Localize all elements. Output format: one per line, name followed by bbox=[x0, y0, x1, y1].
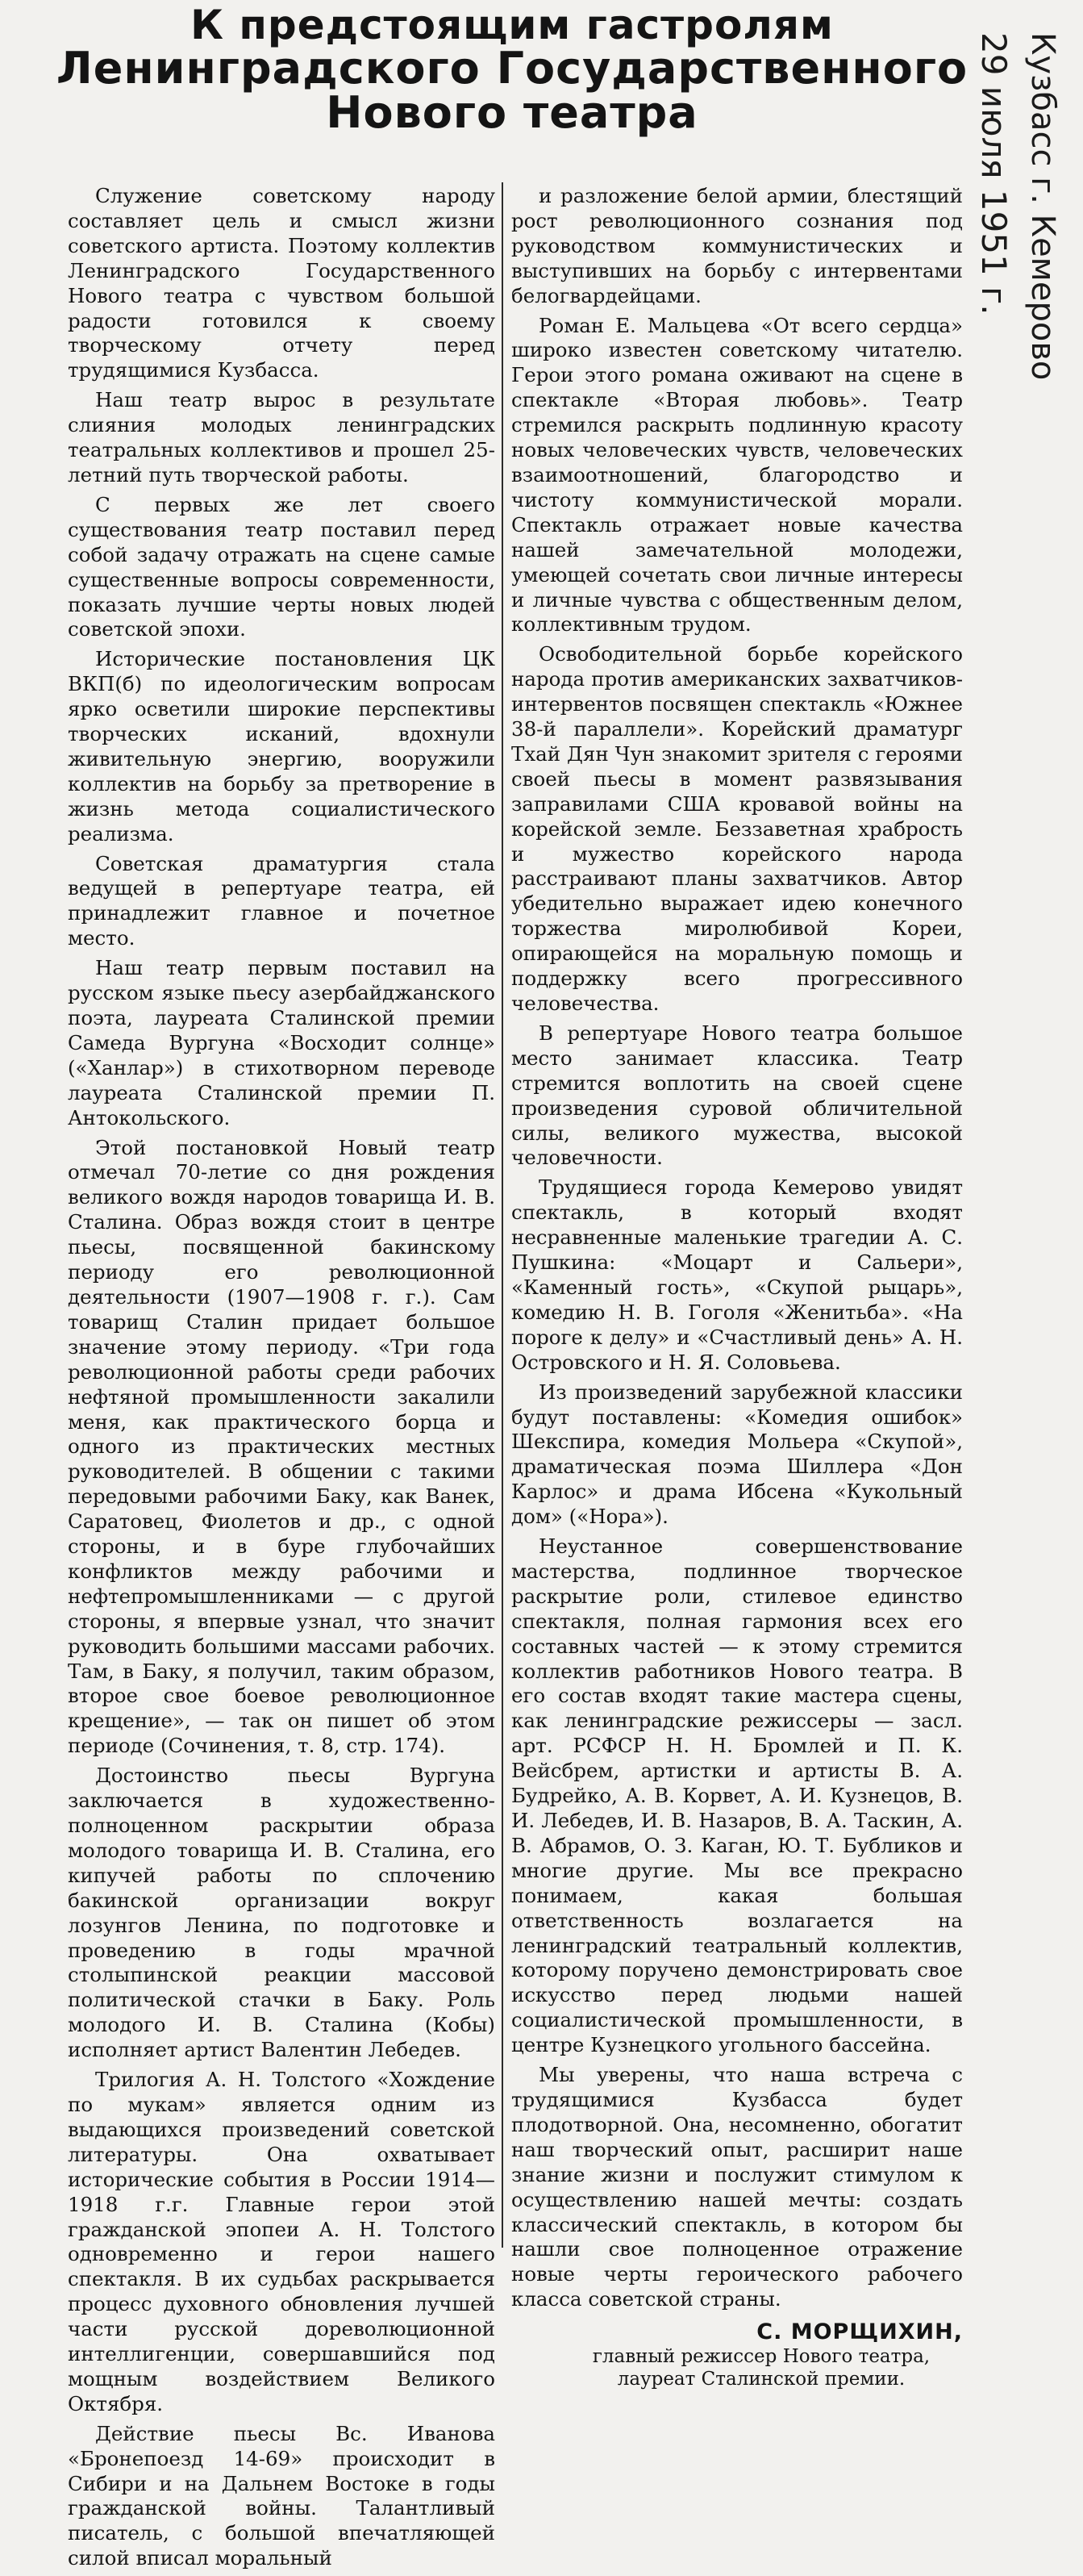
headline-line-1: К предстоящим гастролям bbox=[190, 2, 834, 48]
paragraph: Неустанное совершенствование мастерства, подлинное творческое раскрытие роли, стилевое единство спектакля, полная гармония всех его составных частей — к этому стремится коллектив работников Нового театра. В его состав входят такие мастера сцены, как ленинградские режиссеры — засл. арт. РСФСР Н. Н. Бромлей и П. К. Вейсбрем, артистки и артисты В. А. Будрейко, А. В. Корвет, А. И. Кузнецов, В. И. Лебедев, И. В. Назаров, В. А. Таскин, А. В. Абрамов, О. З. Каган, Ю. Т. Бубликов и многие другие. Мы все прекрасно понимаем, какая большая ответственность возлагается на ленинградский театральный коллектив, которому поручено демонстрировать свое искусство перед людьми нашей социалистической промышленности, в центре Кузнецкого угольного бассейна. bbox=[511, 1534, 963, 2057]
paragraph: Трилогия А. Н. Толстого «Хождение по мукам» является одним из выдающихся произведений советской литературы. Она охватывает исторические события в России 1914—1918 г.г. Главные герои этой гражданской эпопеи А. Н. Толстого одновременно и герои нашего спектакля. В их судьбах раскрывается процесс духовного обновления лучшей части русской дореволюционной интеллигенции, совершавшийся под мощным воздействием Великого Октября. bbox=[68, 2068, 495, 2415]
paragraph: и разложение белой армии, блестящий рост революционного сознания под руководством коммунистических и выступивших на борьбу с интервентами белогвардейцами. bbox=[511, 184, 963, 307]
paragraph: Мы уверены, что наша встреча с трудящимися Кузбасса будет плодотворной. Она, несомненно, обогатит наш творческий опыт, расширит наше знание жизни и послужит стимулом к осуществлению нашей мечты: создать классический спектакль, в котором бы нашли свое полноценное отражение новые черты героического рабочего класса советской страны. bbox=[511, 2063, 963, 2311]
paragraph: Трудящиеся города Кемерово увидят спектакль, в который входят несравненные маленькие трагедии А. С. Пушкина: «Моцарт и Сальери», «Каменный гость», «Скупой рыцарь», комедию Н. В. Гоголя «Женитьба». «На пороге к делу» и «Счастливый день» А. Н. Островского и Н. Я. Соловьева. bbox=[511, 1175, 963, 1374]
paragraph: Освободительной борьбе корейского народа против американских захватчиков-интервентов посвящен спектакль «Южнее 38-й параллели». Корейский драматург Тхай Дян Чун знакомит зрителя с героями своей пьесы в момент развязывания заправилами США кровавой войны на корейской земле. Беззаветная храбрость и мужество корейского народа расстраивают планы захватчиков. Автор убедительно выражает идею конечного торжества миролюбивой Кореи, опирающейся на моральную помощь и поддержку всего прогрессивного человечества. bbox=[511, 642, 963, 1015]
paragraph: Наш театр вырос в результате слияния молодых ленинградских театральных коллективов и прошел 25-летний путь творческой работы. bbox=[68, 388, 495, 486]
paragraph: С первых же лет своего существования театр поставил перед собой задачу отражать на сцене самые существенные вопросы современности, показать лучшие черты новых людей советской эпохи. bbox=[68, 492, 495, 641]
headline-line-2: Ленинградского Государственного bbox=[56, 43, 968, 94]
right-column bbox=[511, 184, 963, 2390]
paragraph: Наш театр первым поставил на русском языке пьесу азербайджанского поэта, лауреата Сталинской премии Самеда Вургуна «Восходит солнце» («Ханлар») в стихотворном переводе лауреата Сталинской премии П. Антокольского. bbox=[68, 956, 495, 1129]
paragraph: Действие пьесы Вс. Иванова «Бронепоезд 14-69» происходит в Сибири и на Дальнем Востоке в годы гражданской войны. Талантливый писатель, с большой впечатляющей силой вписал моральный bbox=[68, 2421, 495, 2570]
paragraph: Служение советскому народу составляет цель и смысл жизни советского артиста. Поэтому коллектив Ленинградского Государственного Нового театра с чувством большой радости готовился к своему творческому отчету перед трудящимися Кузбасса. bbox=[68, 184, 495, 382]
author-signature: С. МОРЩИХИН, bbox=[756, 2319, 963, 2345]
column-divider bbox=[502, 182, 503, 2248]
paragraph: Этой постановкой Новый театр отмечал 70-летие со дня рождения великого вождя народов товарища И. В. Сталина. Образ вождя стоит в центре пьесы, посвященной бакинскому периоду его революционной деятельности (1907—1908 г. г.). Сам товарищ Сталин придает большое значение этому периоду. «Три года революционной работы среди рабочих нефтяной промышленности закалили меня, как практического борца и одного из практических местных руководителей. В общении с такими передовыми рабочими Баку, как Ванек, Саратовец, Фиолетов и др., с одной стороны, и в буре глубочайших конфликтов между рабочими и нефтепромышленниками — с другой стороны, я впервые узнал, что значит руководить большими массами рабочих. Там, в Баку, я получил, таким образом, второе свое боевое революционное крещение», — так он пишет об этом периоде (Сочинения, т. 8, стр. 174). bbox=[68, 1135, 495, 1758]
paragraph: Из произведений зарубежной классики будут поставлены: «Комедия ошибок» Шекспира, комедия Мольера «Скупой», драматическая поэма Шиллера «Дон Карлос» и драма Ибсена «Кукольный дом» («Нора»). bbox=[511, 1380, 963, 1529]
paragraph: Роман Е. Мальцева «От всего сердца» широко известен советскому читателю. Герои этого романа оживают на сцене в спектакле «Вторая любовь». Театр стремился раскрыть подлинную красоту новых человеческих чувств, человеческих взаимоотношений, благородство и чистоту коммунистической морали. Спектакль отражает новые качества нашей замечательной молодежи, умеющей сочетать свои личные интересы и личные чувства с общественным делом, коллективным трудом. bbox=[511, 313, 963, 637]
paragraph: Советская драматургия стала ведущей в репертуаре театра, ей принадлежит главное и почетное место. bbox=[68, 851, 495, 950]
paragraph: Достоинство пьесы Вургуна заключается в художественно-полноценном раскрытии образа молодого товарища И. В. Сталина, его кипучей работы по сплочению бакинской организации вокруг лозунгов Ленина, по подготовке и проведению в годы мрачной столыпинской реакции массовой политической стачки в Баку. Роль молодого И. В. Сталина (Кобы) исполняет артист Валентин Лебедев. bbox=[68, 1764, 495, 2062]
left-column bbox=[68, 184, 495, 2576]
margin-note-source: Кузбасс г. Кемерово bbox=[1024, 32, 1061, 381]
author-role-line-1: главный режиссер Нового театра, bbox=[592, 2346, 931, 2368]
headline bbox=[48, 2, 976, 139]
headline-line-3: Нового театра bbox=[326, 87, 698, 139]
handwritten-margin-note bbox=[975, 32, 1060, 380]
paragraph: Исторические постановления ЦК ВКП(б) по идеологическим вопросам ярко осветили широкие перспективы творческих исканий, вдохнули живительную энергию, вооружили коллектив на борьбу за претворение в жизнь метода социалистического реализма. bbox=[68, 647, 495, 845]
margin-note-date: 29 июля 1951 г. bbox=[974, 32, 1014, 315]
author-role-line-2: лауреат Сталинской премии. bbox=[617, 2369, 906, 2390]
paragraph: В репертуаре Нового театра большое место занимает классика. Театр стремится воплотить на своей сцене произведения суровой обличительной силы, великого мужества, высокой человечности. bbox=[511, 1021, 963, 1170]
